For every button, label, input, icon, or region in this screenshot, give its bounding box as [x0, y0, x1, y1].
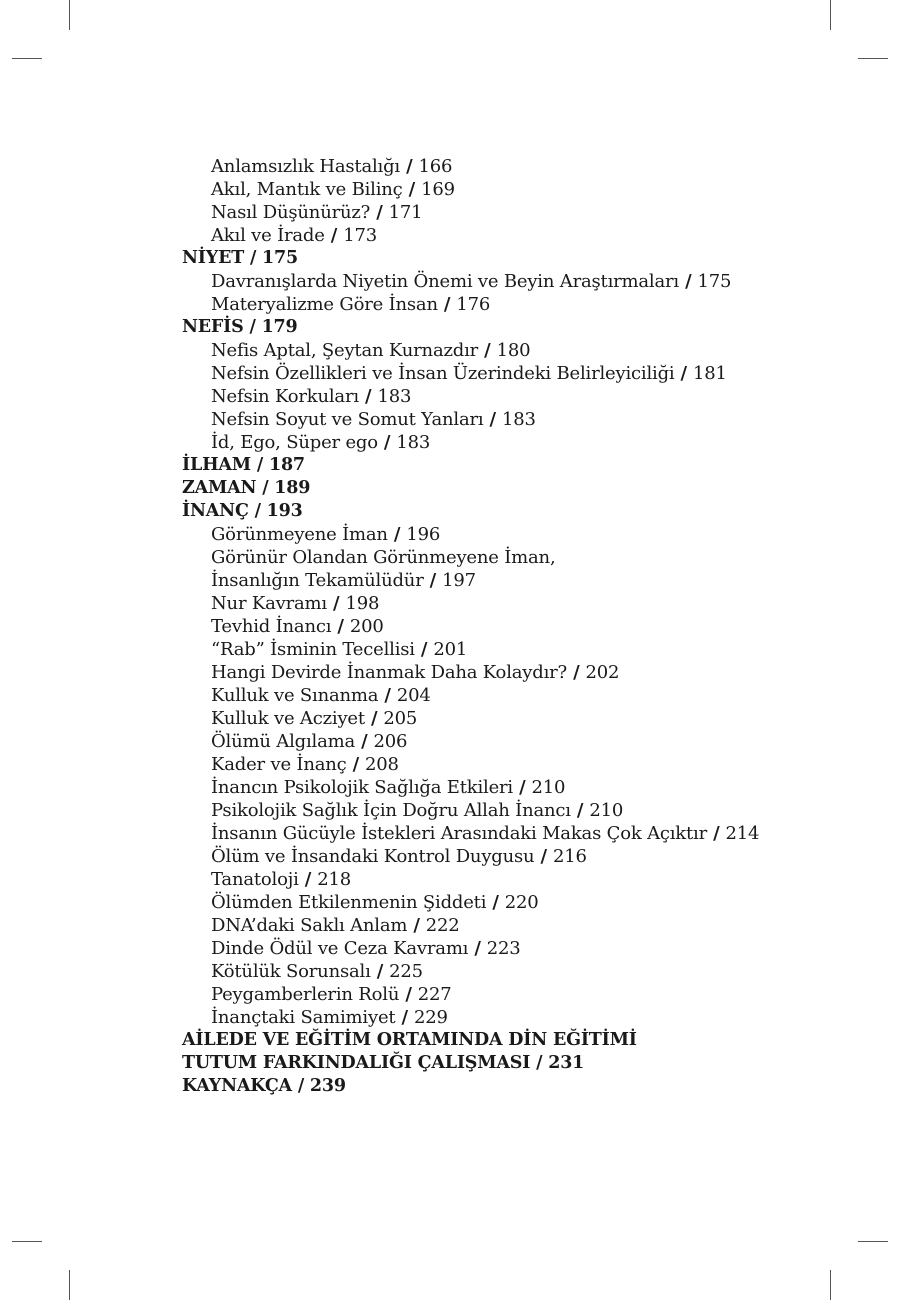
crop-mark-bottom-right-h — [858, 1241, 888, 1242]
toc-section-entry — [182, 362, 862, 385]
toc-section-entry — [182, 707, 862, 730]
toc-entry-title: Kötülük Sorunsalı — [211, 961, 371, 982]
toc-entry-title: “Rab” İsminin Tecellisi — [211, 639, 415, 660]
toc-entry-title: Nur Kavramı — [211, 593, 327, 614]
toc-separator: / — [513, 777, 532, 798]
table-of-contents — [182, 155, 862, 1098]
toc-entry-title: Psikolojik Sağlık İçin Doğru Allah İnancı — [211, 800, 571, 821]
toc-separator: / — [364, 708, 384, 729]
crop-mark-bottom-left — [69, 1270, 70, 1300]
toc-section-entry — [182, 408, 862, 431]
toc-page-number: 227 — [417, 984, 452, 1005]
toc-page-number: 201 — [433, 639, 468, 660]
toc-separator: / — [298, 869, 318, 890]
toc-entry-title: Ölümden Etkilenmenin Şiddeti — [211, 892, 487, 913]
toc-separator: / — [534, 846, 553, 867]
crop-mark-bottom-left-h — [12, 1241, 42, 1242]
toc-page-number: 183 — [396, 432, 431, 453]
crop-mark-top-right-h — [858, 58, 888, 59]
toc-section-entry — [182, 178, 862, 201]
toc-chapter-entry — [182, 316, 862, 339]
toc-section-entry — [182, 776, 862, 799]
toc-page-number: 205 — [383, 708, 418, 729]
toc-page-number: 181 — [692, 363, 727, 384]
toc-entry-title: İnançtaki Samimiyet — [211, 1007, 396, 1028]
toc-separator: / — [486, 892, 505, 913]
toc-separator: / — [244, 248, 263, 268]
toc-separator: / — [707, 823, 726, 844]
toc-page-number: 204 — [396, 685, 431, 706]
toc-entry-title: İnsanlığın Tekamülüdür — [211, 570, 424, 591]
toc-section-entry — [182, 983, 862, 1006]
toc-section-entry — [182, 385, 862, 408]
toc-section-entry — [182, 224, 862, 247]
toc-page-number: 214 — [725, 823, 760, 844]
toc-section-entry — [182, 592, 862, 615]
toc-separator: / — [346, 754, 366, 775]
toc-separator: / — [243, 317, 262, 337]
toc-entry-title: Materyalizme Göre İnsan — [211, 294, 438, 315]
toc-separator: / — [324, 225, 344, 246]
toc-page-number: 239 — [309, 1076, 346, 1096]
toc-entry-title: Hangi Devirde İnanmak Daha Kolaydır? — [211, 662, 567, 683]
toc-page-number: 176 — [456, 294, 491, 315]
toc-separator: / — [387, 524, 407, 545]
toc-entry-title: Ölüm ve İnsandaki Kontrol Duygusu — [211, 846, 535, 867]
toc-section-entry — [182, 868, 862, 891]
toc-separator: / — [414, 639, 434, 660]
toc-chapter-entry — [182, 1029, 862, 1052]
crop-mark-top-right — [830, 0, 831, 30]
toc-separator: / — [567, 662, 586, 683]
toc-page-number: 210 — [589, 800, 624, 821]
toc-page-number: 208 — [365, 754, 399, 775]
toc-section-entry — [182, 914, 862, 937]
toc-page-number: 229 — [413, 1007, 448, 1028]
toc-separator: / — [395, 1007, 414, 1028]
toc-entry-title: Kulluk ve Acziyet — [211, 708, 365, 729]
toc-entry-title: NİYET — [182, 248, 245, 268]
crop-mark-bottom-right — [830, 1270, 831, 1300]
toc-separator: / — [377, 432, 397, 453]
toc-separator: / — [358, 386, 378, 407]
toc-page-number: 202 — [585, 662, 620, 683]
toc-separator: / — [437, 294, 457, 315]
toc-separator: / — [326, 593, 346, 614]
toc-entry-title: Tanatoloji — [211, 869, 299, 890]
toc-section-entry — [182, 730, 862, 753]
toc-entry-title: Akıl ve İrade — [211, 225, 325, 246]
toc-page-number: 200 — [349, 616, 384, 637]
toc-entry-title: NEFİS — [182, 317, 244, 337]
toc-entry-title: Peygamberlerin Rolü — [211, 984, 400, 1005]
toc-separator: / — [256, 478, 275, 498]
toc-entry-title: Davranışlarda Niyetin Önemi ve Beyin Araştırmaları — [211, 271, 679, 292]
toc-page-number: 196 — [406, 524, 441, 545]
toc-entry-title: Akıl, Mantık ve Bilinç — [211, 179, 403, 200]
toc-entry-title: İNANÇ — [182, 501, 249, 521]
toc-entry-title: Kader ve İnanç — [211, 754, 347, 775]
toc-separator: / — [399, 984, 418, 1005]
toc-section-entry — [182, 891, 862, 914]
toc-entry-title: Nefsin Korkuları — [211, 386, 359, 407]
toc-separator: / — [468, 938, 487, 959]
toc-page-number: 171 — [388, 202, 423, 223]
toc-separator: / — [378, 685, 397, 706]
toc-separator: / — [400, 156, 419, 177]
toc-section-entry — [182, 546, 862, 569]
toc-page-number: 216 — [552, 846, 587, 867]
toc-separator: / — [248, 501, 267, 521]
toc-entry-title: İnancın Psikolojik Sağlığa Etkileri — [211, 777, 513, 798]
toc-entry-title: KAYNAKÇA — [182, 1076, 292, 1096]
toc-section-entry — [182, 753, 862, 776]
toc-separator: / — [370, 961, 390, 982]
toc-page-number: 220 — [504, 892, 539, 913]
toc-page-number: 179 — [261, 317, 298, 337]
toc-chapter-entry — [182, 1075, 862, 1098]
toc-separator: / — [402, 179, 422, 200]
toc-section-entry — [182, 822, 862, 845]
toc-page-number: 173 — [343, 225, 377, 246]
toc-entry-title: Tevhid İnancı — [211, 616, 332, 637]
toc-page-number: 183 — [377, 386, 412, 407]
crop-mark-top-left — [69, 0, 70, 30]
toc-separator: / — [483, 409, 502, 430]
toc-page-number: 187 — [268, 455, 305, 475]
toc-separator: / — [530, 1053, 549, 1073]
toc-page-number: 223 — [486, 938, 521, 959]
toc-page-number: 222 — [425, 915, 460, 936]
toc-entry-title: Nefsin Özellikleri ve İnsan Üzerindeki Belirleyiciliği — [211, 363, 675, 384]
toc-section-entry — [182, 293, 862, 316]
toc-section-entry — [182, 684, 862, 707]
crop-mark-top-left-h — [12, 58, 42, 59]
toc-section-entry — [182, 270, 862, 293]
toc-section-entry — [182, 155, 862, 178]
toc-page-number: 231 — [548, 1053, 585, 1073]
toc-section-entry — [182, 615, 862, 638]
toc-entry-title: Ölümü Algılama — [211, 731, 356, 752]
toc-page-number: 183 — [501, 409, 536, 430]
toc-section-entry — [182, 661, 862, 684]
toc-separator: / — [291, 1076, 310, 1096]
toc-chapter-entry — [182, 1052, 862, 1075]
toc-entry-title: ZAMAN — [182, 478, 257, 498]
toc-page-number: 210 — [531, 777, 566, 798]
toc-section-entry — [182, 523, 862, 546]
toc-page-number: 189 — [274, 478, 311, 498]
toc-entry-title: İd, Ego, Süper ego — [211, 432, 378, 453]
toc-entry-title: Görünür Olandan Görünmeyene İman, — [211, 547, 556, 568]
toc-section-entry — [182, 201, 862, 224]
toc-section-entry — [182, 799, 862, 822]
toc-section-entry — [182, 431, 862, 454]
toc-entry-title: İLHAM — [182, 455, 251, 475]
toc-entry-title: Kulluk ve Sınanma — [211, 685, 379, 706]
toc-chapter-entry — [182, 500, 862, 523]
toc-section-entry — [182, 1006, 862, 1029]
toc-page-number: 175 — [262, 248, 298, 268]
toc-chapter-entry — [182, 454, 862, 477]
toc-section-entry — [182, 937, 862, 960]
toc-entry-title: Dinde Ödül ve Ceza Kavramı — [211, 938, 469, 959]
toc-separator: / — [370, 202, 389, 223]
toc-section-entry — [182, 339, 862, 362]
toc-section-entry — [182, 845, 862, 868]
toc-section-entry — [182, 960, 862, 983]
toc-page-number: 169 — [421, 179, 455, 200]
toc-entry-title: DNA’daki Saklı Anlam — [211, 915, 408, 936]
toc-page-number: 225 — [389, 961, 423, 982]
toc-page-number: 206 — [373, 731, 408, 752]
toc-entry-title: Görünmeyene İman — [211, 524, 388, 545]
toc-separator: / — [674, 363, 693, 384]
toc-section-entry — [182, 569, 862, 592]
toc-separator: / — [478, 340, 497, 361]
toc-entry-title: Nasıl Düşünürüz? — [211, 202, 371, 223]
toc-separator: / — [250, 455, 269, 475]
toc-page-number: 166 — [418, 156, 453, 177]
toc-entry-title: Anlamsızlık Hastalığı — [211, 156, 400, 177]
toc-entry-title: Nefsin Soyut ve Somut Yanları — [211, 409, 484, 430]
toc-chapter-entry — [182, 247, 862, 270]
toc-page-number: 198 — [345, 593, 380, 614]
toc-separator: / — [331, 616, 350, 637]
toc-entry-title: Nefis Aptal, Şeytan Kurnazdır — [211, 340, 479, 361]
toc-chapter-entry — [182, 477, 862, 500]
toc-section-entry — [182, 638, 862, 661]
toc-separator: / — [423, 570, 443, 591]
toc-entry-title: TUTUM FARKINDALIĞI ÇALIŞMASI — [182, 1053, 531, 1073]
toc-separator: / — [679, 271, 698, 292]
toc-separator: / — [570, 800, 590, 821]
toc-entry-title: İnsanın Gücüyle İstekleri Arasındaki Makas Çok Açıktır — [211, 823, 708, 844]
toc-page-number: 175 — [697, 271, 732, 292]
toc-page-number: 180 — [496, 340, 531, 361]
toc-page-number: 193 — [266, 501, 303, 521]
toc-separator: / — [407, 915, 426, 936]
toc-page-number: 218 — [317, 869, 351, 890]
toc-entry-title: AİLEDE VE EĞİTİM ORTAMINDA DİN EĞİTİMİ — [182, 1030, 637, 1050]
toc-page-number: 197 — [442, 570, 476, 591]
toc-separator: / — [355, 731, 374, 752]
